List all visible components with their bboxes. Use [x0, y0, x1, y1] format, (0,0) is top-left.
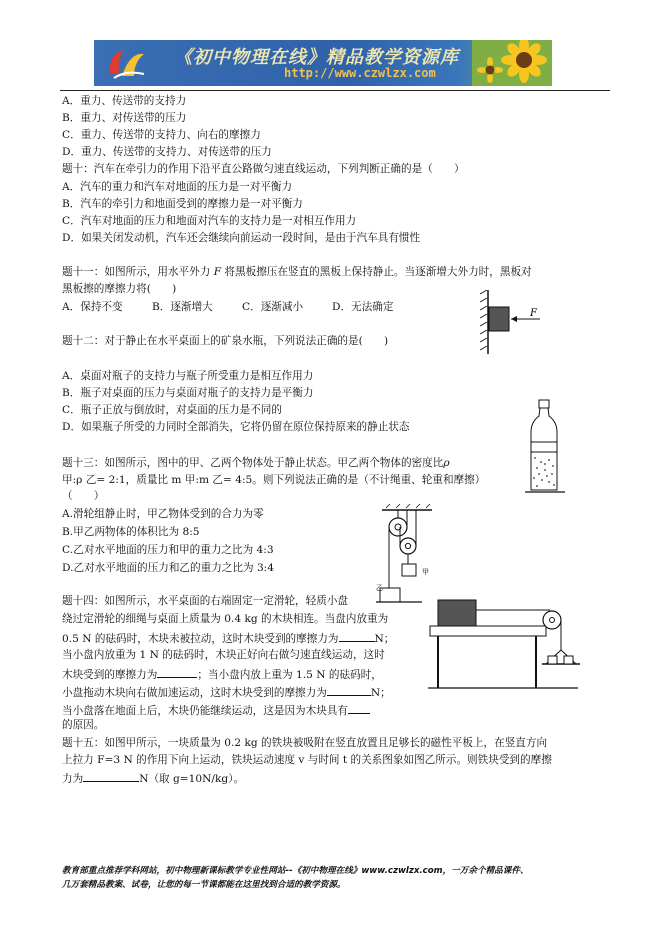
q11-stem-line2: 黑板擦的摩擦力将( ) — [62, 283, 177, 295]
q15-line3-text: 力为 — [62, 773, 84, 785]
q14-blank-2[interactable] — [157, 667, 197, 678]
q14-table-figure — [428, 596, 578, 692]
header-rule — [60, 90, 610, 91]
q11-eraser-figure — [480, 290, 550, 354]
header-banner — [94, 40, 552, 86]
q9-option-a: A．重力、传送带的支持力 — [62, 95, 187, 107]
banner-title: 《初中物理在线》精品教学资源库 — [174, 47, 459, 68]
q13-pulley-figure — [376, 508, 446, 606]
q11-stem-part2: 将黑板擦压在竖直的黑板上保持静止。当逐渐增大外力时，黑板对 — [221, 266, 532, 278]
q14-unit-3: N； — [370, 687, 391, 699]
q15-line2: 上拉力 F=3 N 的作用下向上运动，铁块运动速度 v 与时间 t 的关系图象如图乙所示。则铁块受到的摩擦 — [62, 754, 552, 766]
q12-option-a: A．桌面对瓶子的支持力与瓶子所受重力是相互作用力 — [62, 370, 314, 382]
q14-line5-text: 木块受到的摩擦力为 — [62, 669, 158, 681]
q10-option-d: D．如果关闭发动机，汽车还会继续向前运动一段时间，是由于汽车具有惯性 — [62, 232, 421, 244]
q14-line3 — [62, 631, 394, 646]
q13-stem-line2: 甲:ρ 乙= 2:1，质量比 m 甲:m 乙= 4:5。则下列说法正确的是（不计绳重、轮重和摩擦） — [62, 474, 486, 486]
q12-option-b: B．瓶子对桌面的压力与桌面对瓶子的支持力是平衡力 — [62, 387, 314, 399]
q14-blank-3[interactable] — [327, 685, 371, 696]
q14-line1: 题十四：如图所示，水平桌面的右端固定一定滑轮，轻质小盘 — [62, 595, 349, 607]
q14-line7-text: 当小盘落在地面上后，木块仍能继续运动，这是因为木块具有 — [62, 705, 349, 717]
q11-option-c: C．逐渐减小 — [242, 301, 304, 313]
q12-option-d: D．如果瓶子所受的力同时全部消失，它将仍留在原位保持原来的静止状态 — [62, 421, 410, 433]
q13-stem-line3: （ ） — [62, 490, 105, 502]
q13-rho: ρ — [443, 457, 450, 469]
q14-line6 — [62, 685, 391, 700]
footer-line1: 教育部重点推荐学科网站，初中物理新课标教学专业性网站--《初中物理在线》www.czwlzx.com，一万余个精品课件、 — [62, 866, 529, 876]
q14-line5-tail: ；当小盘内放上重为 1.5 N 的砝码时， — [197, 669, 382, 681]
q14-line4: 当小盘内放重为 1 N 的砝码时，木块正好向右做匀速直线运动，这时 — [62, 649, 385, 661]
q13-label-jia: 甲 — [422, 568, 429, 576]
q13-stem-part1: 题十三：如图所示，图中的甲、乙两个物体处于静止状态。甲乙两个物体的密度比 — [62, 457, 444, 469]
q11-option-b: B．逐渐增大 — [152, 301, 213, 313]
q10-stem: 题十：汽车在牵引力的作用下沿平直公路做匀速直线运动，下列判断正确的是（ ） — [62, 163, 465, 175]
q13-option-c: C.乙对水平地面的压力和甲的重力之比为 4:3 — [62, 544, 274, 556]
q11-stem-part1: 题十一：如图所示，用水平外力 — [62, 266, 214, 278]
q11-stem-line1 — [62, 266, 532, 279]
q11-force-var: F — [213, 266, 222, 278]
q14-line5 — [62, 667, 382, 682]
q14-line2: 绕过定滑轮的细绳与桌面上质量为 0.4 kg 的木块相连。当盘内放重为 — [62, 613, 389, 625]
q14-unit-1: N； — [374, 633, 395, 645]
q15-line3 — [62, 771, 244, 786]
q10-option-c: C．汽车对地面的压力和地面对汽车的支持力是一对相互作用力 — [62, 215, 357, 227]
sunflower-icon — [472, 40, 552, 86]
q13-label-yi: 乙 — [376, 584, 383, 592]
q11-force-label: F — [530, 308, 537, 319]
q11-option-a: A．保持不变 — [62, 301, 123, 313]
site-logo-icon — [104, 44, 148, 82]
q13-option-a: A.滑轮组静止时，甲乙物体受到的合力为零 — [62, 508, 264, 520]
footer-line2: 几万套精品教案、试卷，让您的每一节课都能在这里找到合适的教学资源。 — [62, 880, 346, 890]
q13-option-d: D.乙对水平地面的压力和乙的重力之比为 3:4 — [62, 562, 274, 574]
q12-stem: 题十二：对于静止在水平桌面上的矿泉水瓶，下列说法正确的是( ) — [62, 335, 389, 347]
q12-option-c: C．瓶子正放与倒放时，对桌面的压力是不同的 — [62, 404, 282, 416]
q14-line3-text: 0.5 N 的砝码时，木块未被拉动，这时木块受到的摩擦力为 — [62, 633, 339, 645]
q14-blank-1[interactable] — [339, 631, 375, 642]
q14-line7 — [62, 703, 370, 718]
banner-url[interactable]: http://www.czwlzx.com — [284, 66, 436, 80]
q13-option-b: B.甲乙两物体的体积比为 8:5 — [62, 526, 200, 538]
q15-line1: 题十五：如图甲所示，一块质量为 0.2 kg 的铁块被吸附在竖直放置且足够长的磁性平板上，在竖直方向 — [62, 737, 548, 749]
q11-option-d: D．无法确定 — [332, 301, 394, 313]
q10-option-a: A．汽车的重力和汽车对地面的压力是一对平衡力 — [62, 181, 293, 193]
q14-line8: 的原因。 — [62, 719, 105, 731]
q14-blank-4[interactable] — [348, 703, 370, 714]
q13-stem-line1 — [62, 457, 450, 470]
q9-option-d: D．重力、传送带的支持力、对传送带的压力 — [62, 146, 272, 158]
q15-blank[interactable] — [83, 771, 139, 782]
q10-option-b: B．汽车的牵引力和地面受到的摩擦力是一对平衡力 — [62, 198, 303, 210]
q14-line6-text: 小盘拖动木块向右做加速运动，这时木块受到的摩擦力为 — [62, 687, 327, 699]
q12-bottle-figure — [525, 398, 565, 496]
q9-option-c: C．重力、传送带的支持力、向右的摩擦力 — [62, 129, 261, 141]
q15-line3-tail: N（取 g=10N/kg）。 — [139, 773, 245, 785]
q11-options — [62, 301, 422, 314]
q9-option-b: B．重力、对传送带的压力 — [62, 112, 187, 124]
